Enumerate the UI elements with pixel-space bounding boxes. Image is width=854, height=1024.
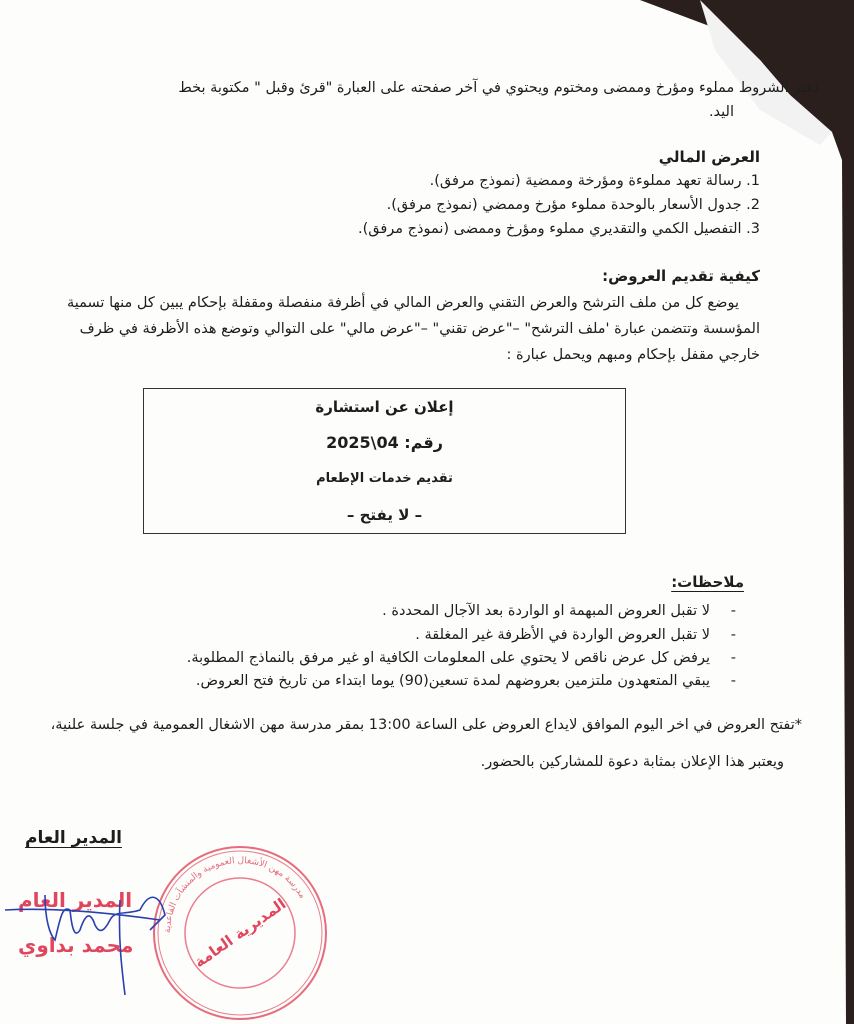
note-marker: - xyxy=(730,650,736,666)
opening-line2: ويعتبر هذا الإعلان بمثابة دعوة للمشاركين بالحضور. xyxy=(480,754,784,770)
seal-center-text: المديرية العامة xyxy=(190,894,290,972)
envelope-label-box xyxy=(143,388,626,534)
envelope-warning: – لا يفتح – xyxy=(346,506,423,524)
submission-heading: كيفية تقديم العروض: xyxy=(602,267,760,285)
seal-ring-text: مدرسة مهن الأشغال العمومية والمنشآت القاعدية xyxy=(162,855,308,934)
note-marker: - xyxy=(730,603,736,619)
financial-offer-heading: العرض المالي xyxy=(658,148,760,166)
envelope-subject: تقديم خدمات الإطعام xyxy=(316,471,453,486)
opening-line1: *تفتح العروض في اخر اليوم الموافق لايداع العروض على الساعة 13:00 بمقر مدرسة مهن الاشغال العمومية في جلسة علنية، xyxy=(50,717,802,733)
intro-item-marker: - xyxy=(830,80,836,96)
envelope-number: رقم: 04\2025 xyxy=(326,433,443,452)
intro-item-line2: اليد. xyxy=(708,104,734,120)
official-seal xyxy=(150,843,330,1023)
envelope-title: إعلان عن استشارة xyxy=(315,398,454,416)
note-item: يبقي المتعهدون ملتزمين بعروضهم لمدة تسعين(90) يوما ابتداء من تاريخ فتح العروض. xyxy=(195,673,710,689)
stamp-name: محمد بداوي xyxy=(18,933,134,957)
note-item: لا تقبل العروض الواردة في الأظرفة غير المغلقة . xyxy=(415,627,710,643)
financial-offer-item: 1. رسالة تعهد مملوءة ومؤرخة وممضية (نموذج مرفق). xyxy=(429,173,760,189)
handwritten-signature xyxy=(0,880,170,1000)
note-item: لا تقبل العروض المبهمة او الواردة بعد الآجال المحددة . xyxy=(382,603,710,619)
signature-block xyxy=(0,880,170,1000)
submission-line: يوضع كل من ملف الترشح والعرض التقني والعرض المالي في أظرفة منفصلة ومقفلة بإحكام يبين كل منها تسمية xyxy=(66,295,739,311)
note-item: يرفض كل عرض ناقص لا يحتوي على المعلومات الكافية او غير مرفق بالنماذج المطلوبة. xyxy=(186,650,710,666)
intro-item-line1: دفتر الشروط مملوء ومؤرخ وممضى ومختوم ويحتوي في آخر صفحته على العبارة "قرئ وقبل " مكتوبة بخط xyxy=(178,80,819,96)
signatory-title: المدير العام xyxy=(25,828,122,848)
note-marker: - xyxy=(730,627,736,643)
submission-line: خارجي مقفل بإحكام ومبهم ويحمل عبارة : xyxy=(506,347,760,363)
notes-heading: ملاحظات: xyxy=(671,573,744,591)
submission-line: المؤسسة وتتضمن عبارة 'ملف الترشح" –"عرض تقني" –"عرض مالي" على التوالي وتوضع هذه الأظرفة في ظرف xyxy=(79,321,760,337)
financial-offer-item: 2. جدول الأسعار بالوحدة مملوء مؤرخ وممضي (نموذج مرفق). xyxy=(386,197,760,213)
note-marker: - xyxy=(730,673,736,689)
stamp-title: المدير العام xyxy=(18,888,133,912)
financial-offer-item: 3. التفصيل الكمي والتقديري مملوء ومؤرخ وممضى (نموذج مرفق). xyxy=(357,221,760,237)
